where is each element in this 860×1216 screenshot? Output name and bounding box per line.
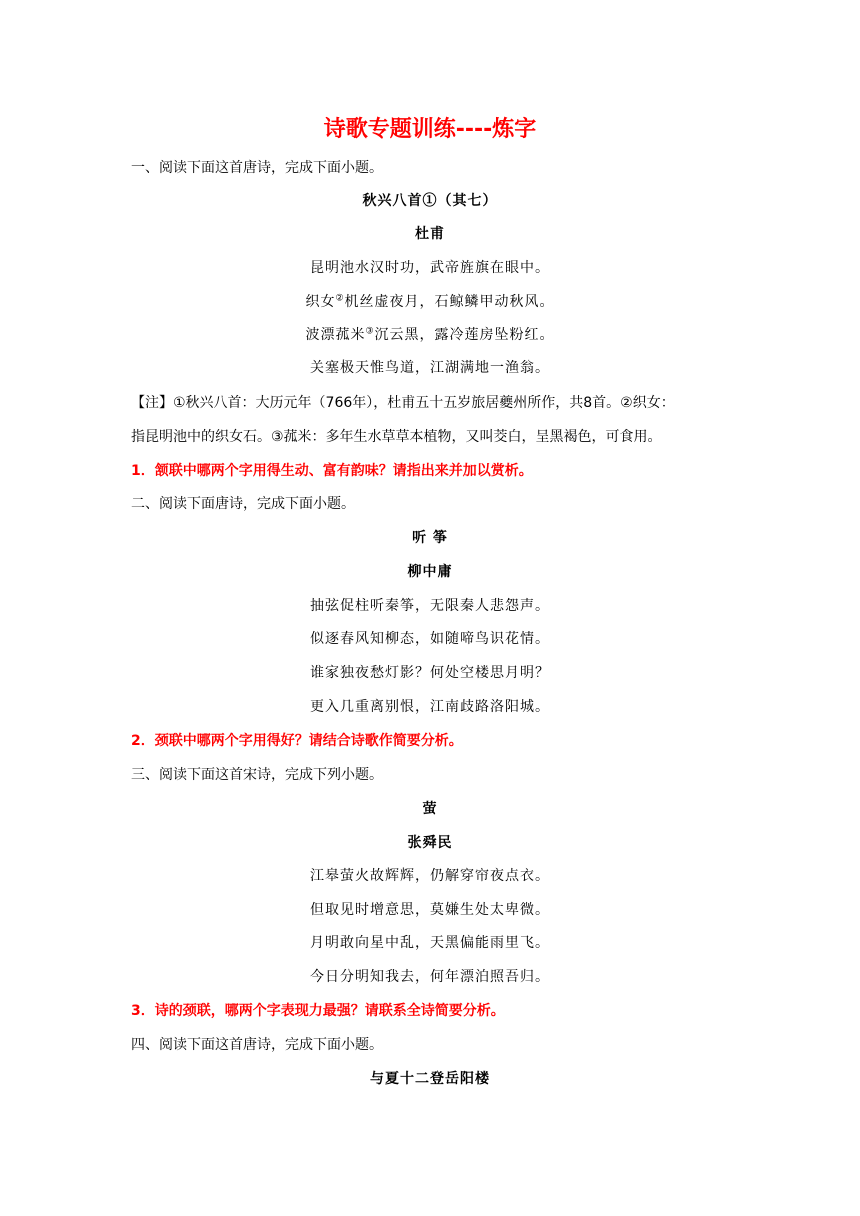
poem-1-title: 秋兴八首①（其七） — [362, 193, 498, 209]
poem-1-note-line-2: 指昆明池中的织女石。③菰米：多年生水草草本植物，又叫茭白，呈黑褐色，可食用。 — [131, 429, 662, 445]
poem-1-line-3 — [0, 325, 860, 345]
poem-2-line-2: 似逐春风知柳态，如随啼鸟识花情。 — [310, 631, 550, 647]
poem-2-line-3: 谁家独夜愁灯影？何处空楼思月明？ — [310, 665, 550, 681]
poem-1-line-1: 昆明池水汉时功，武帝旌旗在眼中。 — [310, 260, 550, 276]
question-1: 1．颔联中哪两个字用得生动、富有韵味？请指出来并加以赏析。 — [131, 463, 533, 479]
document-title: 诗歌专题训练----炼字 — [323, 117, 537, 142]
poem-1-note-line-1: 【注】①秋兴八首：大历元年（766年），杜甫五十五岁旅居夔州所作，共8首。②织女： — [131, 395, 675, 411]
section-4-heading: 四、阅读下面这首唐诗，完成下面小题。 — [131, 1037, 383, 1053]
poem-3-author: 张舜民 — [407, 835, 453, 851]
section-3-heading: 三、阅读下面这首宋诗，完成下列小题。 — [131, 767, 383, 783]
section-2-heading: 二、阅读下面唐诗，完成下面小题。 — [131, 496, 355, 512]
poem-1-line-2-start: 织女 — [305, 294, 336, 310]
poem-2-line-1: 抽弦促柱听秦筝，无限秦人悲怨声。 — [310, 598, 550, 614]
poem-3-line-2: 但取见时增意思，莫嫌生处太卑微。 — [310, 902, 550, 918]
poem-1-line-3-start: 波漂菰米 — [305, 327, 366, 343]
poem-2-title: 听 筝 — [412, 530, 448, 546]
poem-2-author: 柳中庸 — [407, 564, 453, 580]
poem-1-line-2-end: 机丝虚夜月，石鲸鳞甲动秋风。 — [344, 294, 555, 310]
poem-4-title: 与夏十二登岳阳楼 — [370, 1071, 490, 1087]
poem-3-line-3: 月明敢向星中乱，天黑偏能雨里飞。 — [310, 935, 550, 951]
poem-3-title: 萤 — [422, 801, 438, 817]
poem-2-line-4: 更入几重离别恨，江南歧路洛阳城。 — [310, 699, 550, 715]
poem-1-author: 杜甫 — [415, 226, 445, 242]
question-3: 3．诗的颈联，哪两个字表现力最强？请联系全诗简要分析。 — [131, 1003, 505, 1019]
poem-3-line-4: 今日分明知我去，何年漂泊照吾归。 — [310, 969, 550, 985]
footnote-marker-2: ② — [335, 293, 345, 304]
poem-1-line-3-end: 沉云黑，露冷莲房坠粉红。 — [374, 327, 555, 343]
poem-3-line-1: 江皋萤火故辉辉，仍解穿帘夜点衣。 — [310, 868, 550, 884]
section-1-heading: 一、阅读下面这首唐诗，完成下面小题。 — [131, 160, 383, 176]
question-2: 2．颈联中哪两个字用得好？请结合诗歌作简要分析。 — [131, 733, 463, 749]
poem-1-line-4: 关塞极天惟鸟道，江湖满地一渔翁。 — [310, 360, 550, 376]
footnote-marker-3: ③ — [365, 326, 375, 337]
poem-1-line-2 — [0, 292, 860, 312]
